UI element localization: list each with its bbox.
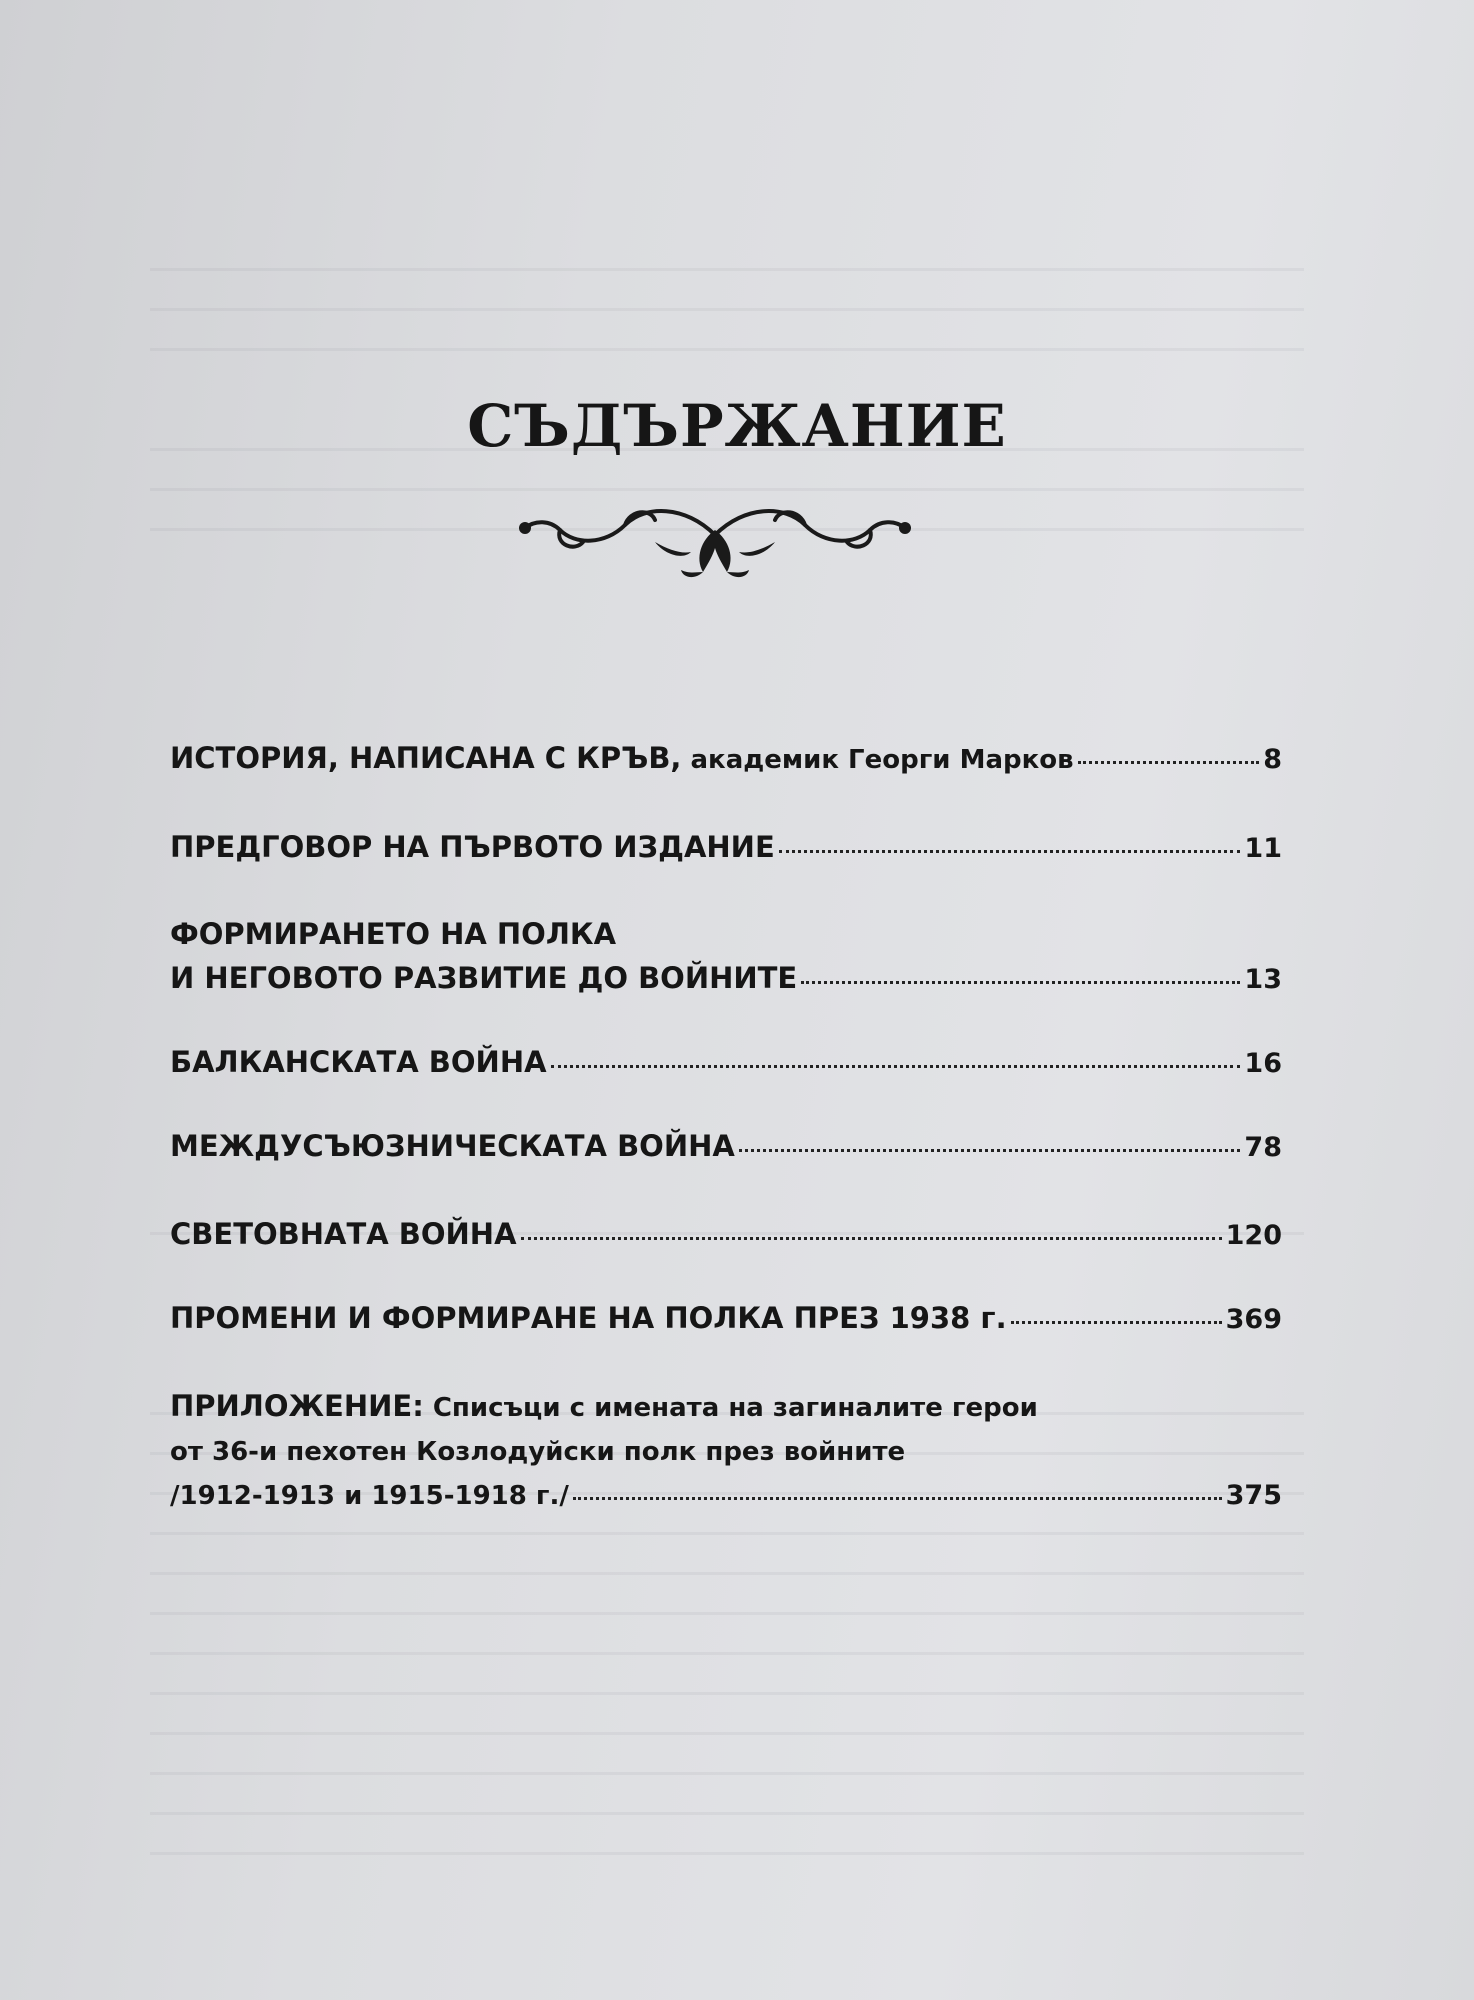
toc-page-number: 11: [1244, 833, 1282, 864]
toc-entry[interactable]: [170, 736, 1282, 782]
toc-entry-title-line: Списъци с имената на загиналите герои: [423, 1393, 1038, 1423]
dot-leader: [551, 1064, 1241, 1068]
toc-entry-title: СВЕТОВНАТА ВОЙНА: [170, 1217, 517, 1251]
dot-leader: [573, 1496, 1222, 1500]
page-title: СЪДЪРЖАНИЕ: [467, 392, 1007, 460]
dot-leader: [521, 1236, 1222, 1240]
toc-page-number: 16: [1244, 1048, 1282, 1079]
toc-page-number: 375: [1225, 1480, 1282, 1511]
toc-entry-title: ПРОМЕНИ И ФОРМИРАНЕ НА ПОЛКА ПРЕЗ 1938 г.: [170, 1301, 1007, 1335]
dot-leader: [1078, 760, 1260, 764]
toc-page-number: 120: [1225, 1220, 1282, 1251]
toc-entry[interactable]: [170, 1040, 1282, 1086]
toc-page-number: 8: [1263, 744, 1282, 775]
toc-entry-title: ИСТОРИЯ, НАПИСАНА С КРЪВ,: [170, 741, 682, 775]
toc-entry-title: ПРЕДГОВОР НА ПЪРВОТО ИЗДАНИЕ: [170, 830, 775, 864]
dot-leader: [1011, 1320, 1222, 1324]
toc-entry-author: академик Георги Марков: [681, 745, 1074, 775]
toc-entry-title-line: от 36-и пехотен Козлодуйски полк през войните: [170, 1437, 906, 1467]
toc-page-number: 78: [1244, 1132, 1282, 1163]
toc-entry[interactable]: [170, 1124, 1282, 1170]
toc-page-number: 13: [1244, 964, 1282, 995]
dot-leader: [779, 849, 1241, 853]
toc-entry[interactable]: [170, 1296, 1282, 1342]
toc-entry-title: /1912-1913 и 1915-1918 г./: [170, 1481, 569, 1511]
dot-leader: [801, 980, 1240, 984]
toc-entry[interactable]: [170, 1212, 1282, 1258]
toc-entry-title: МЕЖДУСЪЮЗНИЧЕСКАТА ВОЙНА: [170, 1129, 735, 1163]
toc-entry-title: БАЛКАНСКАТА ВОЙНА: [170, 1045, 547, 1079]
toc-page-number: 369: [1225, 1304, 1282, 1335]
toc-entry[interactable]: [170, 912, 1282, 1002]
toc-entry-heading: ПРИЛОЖЕНИЕ:: [170, 1389, 424, 1423]
flourish-ornament-icon: [505, 500, 925, 590]
dot-leader: [739, 1148, 1241, 1152]
toc-entry-title-line: ФОРМИРАНЕТО НА ПОЛКА: [170, 917, 617, 951]
toc-entry[interactable]: [170, 825, 1282, 871]
toc-entry[interactable]: [170, 1384, 1282, 1518]
toc-entry-title: И НЕГОВОТО РАЗВИТИЕ ДО ВОЙНИТЕ: [170, 961, 798, 995]
